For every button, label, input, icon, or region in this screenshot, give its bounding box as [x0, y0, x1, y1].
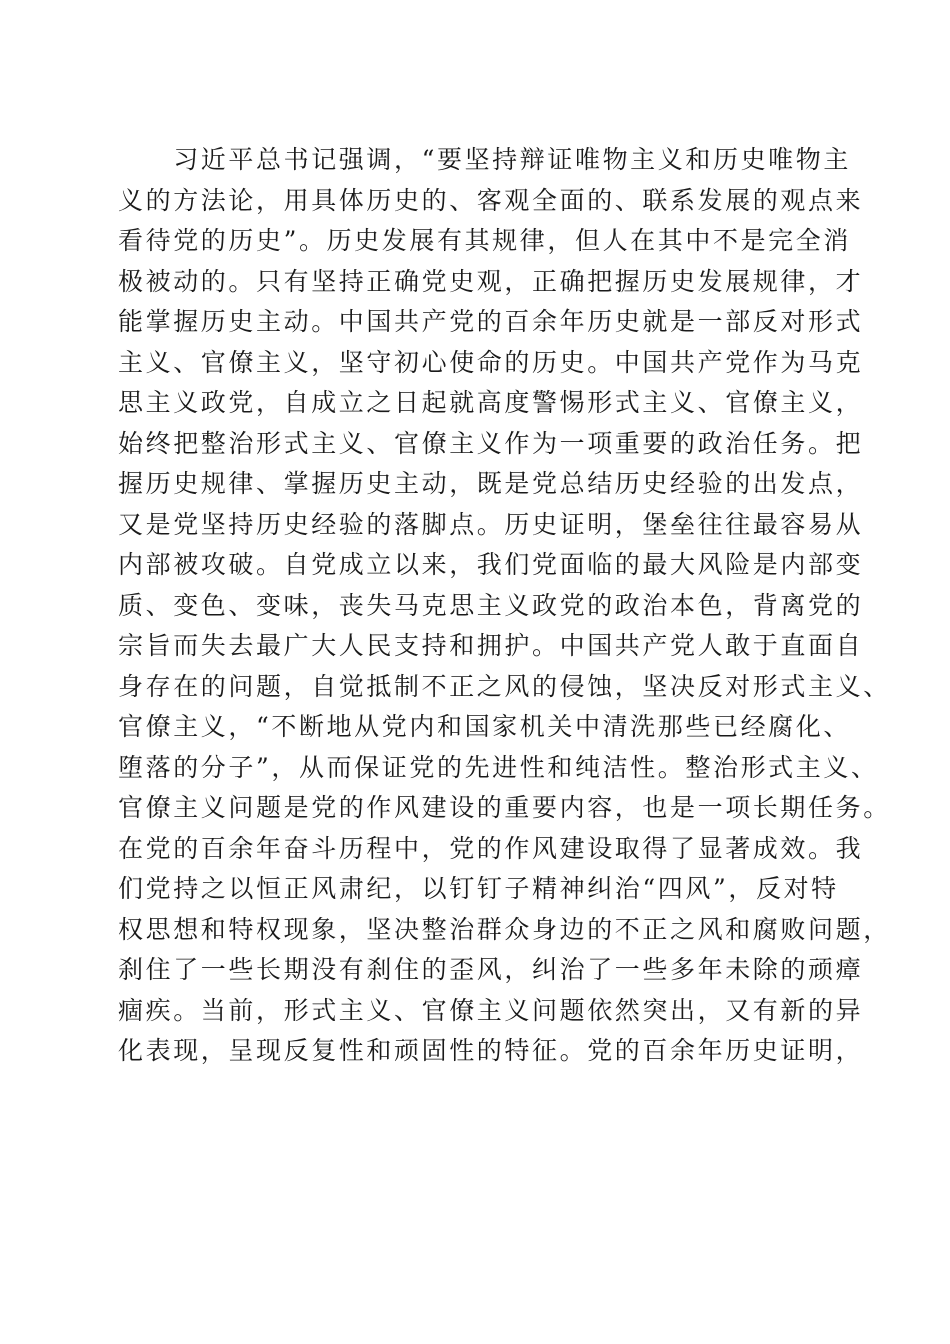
paragraph-line: 内部被攻破。自党成立以来，我们党面临的最大风险是内部变	[118, 550, 864, 579]
paragraph-line: 握历史规律、掌握历史主动，既是党总结历史经验的出发点，	[118, 469, 864, 498]
paragraph-line: 又是党坚持历史经验的落脚点。历史证明，堡垒往往最容易从	[118, 509, 864, 539]
paragraph-line: 官僚主义，“不断地从党内和国家机关中清洗那些已经腐化、	[118, 712, 851, 741]
paragraph-line: 思主义政党，自成立之日起就高度警惕形式主义、官僚主义，	[118, 388, 864, 417]
paragraph-line: 官僚主义问题是党的作风建设的重要内容，也是一项长期任务。	[118, 793, 891, 822]
paragraph-line: 极被动的。只有坚持正确党史观，正确把握历史发展规律，才	[118, 266, 864, 296]
paragraph-line: 主义、官僚主义，坚守初心使命的历史。中国共产党作为马克	[118, 347, 864, 377]
paragraph-line: 质、变色、变味，丧失马克思主义政党的政治本色，背离党的	[118, 590, 864, 620]
paragraph-line: 堕落的分子”，从而保证党的先进性和纯洁性。整治形式主义、	[118, 752, 879, 782]
paragraph-line: 在党的百余年奋斗历程中，党的作风建设取得了显著成效。我	[118, 833, 864, 863]
paragraph-line: 习近平总书记强调，“要坚持辩证唯物主义和历史唯物主	[118, 145, 851, 174]
paragraph-line: 们党持之以恒正风肃纪，以钉钉子精神纠治“四风”，反对特	[118, 874, 839, 903]
paragraph-line: 看待党的历史”。历史发展有其规律，但人在其中不是完全消	[118, 226, 851, 255]
paragraph-line: 权思想和特权现象，坚决整治群众身边的不正之风和腐败问题，	[118, 914, 891, 944]
body-paragraph	[118, 140, 891, 1072]
paragraph-line: 义的方法论，用具体历史的、客观全面的、联系发展的观点来	[118, 185, 864, 215]
paragraph-line: 刹住了一些长期没有刹住的歪风，纠治了一些多年未除的顽瘴	[118, 955, 864, 984]
paragraph-line: 始终把整治形式主义、官僚主义作为一项重要的政治任务。把	[118, 428, 864, 458]
paragraph-line: 宗旨而失去最广大人民支持和拥护。中国共产党人敢于直面自	[118, 631, 864, 660]
paragraph-line: 身存在的问题，自觉抵制不正之风的侵蚀，坚决反对形式主义、	[118, 671, 891, 701]
paragraph-line: 能掌握历史主动。中国共产党的百余年历史就是一部反对形式	[118, 307, 864, 336]
paragraph-line: 化表现，呈现反复性和顽固性的特征。党的百余年历史证明，	[118, 1036, 864, 1065]
paragraph-line: 痼疾。当前，形式主义、官僚主义问题依然突出，又有新的异	[118, 995, 864, 1025]
